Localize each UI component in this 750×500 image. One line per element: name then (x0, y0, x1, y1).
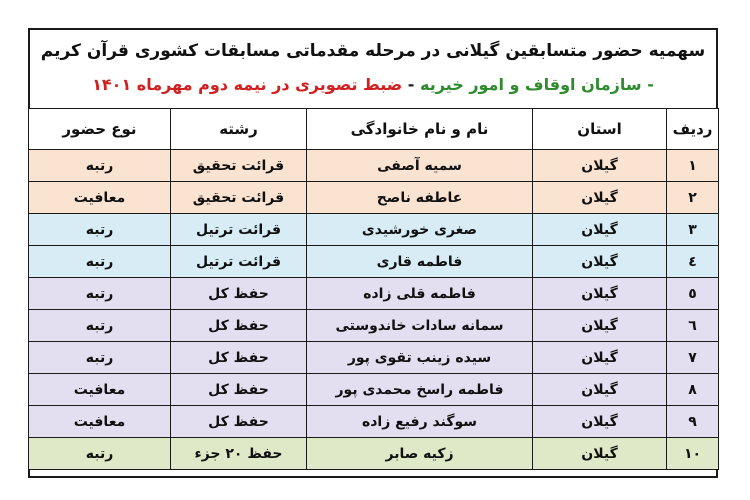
cell-reshte: حفظ کل (171, 406, 307, 438)
table-row (29, 246, 719, 278)
table-row (29, 310, 719, 342)
table-row (29, 278, 719, 310)
cell-reshte: حفظ کل (171, 342, 307, 374)
subtitle-recording-date: ضبط تصویری در نیمه دوم مهرماه ۱۴۰۱ (92, 75, 403, 94)
cell-name: سیده زینب تقوی پور (307, 342, 533, 374)
cell-name: عاطفه ناصح (307, 182, 533, 214)
cell-reshte: قرائت ترتیل (171, 214, 307, 246)
header-radif: ردیف (667, 109, 719, 150)
cell-hozur: رتبه (29, 246, 171, 278)
header-reshte: رشته (171, 109, 307, 150)
table-row (29, 342, 719, 374)
table-row (29, 406, 719, 438)
cell-ostan: گیلان (533, 246, 667, 278)
cell-name: سمانه سادات خاندوستی (307, 310, 533, 342)
table-row (29, 374, 719, 406)
participants-table (28, 108, 719, 470)
table-row (29, 150, 719, 182)
header-hozur: نوع حضور (29, 109, 171, 150)
cell-hozur: معافیت (29, 406, 171, 438)
cell-name: فاطمه راسخ محمدی پور (307, 374, 533, 406)
cell-ostan: گیلان (533, 374, 667, 406)
cell-ostan: گیلان (533, 214, 667, 246)
cell-name: صغری خورشیدی (307, 214, 533, 246)
cell-radif: ۷ (667, 342, 719, 374)
cell-radif: ۲ (667, 182, 719, 214)
cell-hozur: رتبه (29, 214, 171, 246)
table-header-row (29, 109, 719, 150)
cell-radif: ٦ (667, 310, 719, 342)
cell-reshte: حفظ کل (171, 278, 307, 310)
document-title: سهمیه حضور متسابقین گیلانی در مرحله مقدماتی مسابقات کشوری قرآن کریم (40, 41, 706, 61)
cell-reshte: قرائت تحقیق (171, 150, 307, 182)
cell-ostan: گیلان (533, 182, 667, 214)
cell-radif: ۸ (667, 374, 719, 406)
cell-ostan: گیلان (533, 438, 667, 470)
cell-reshte: حفظ ۲۰ جزء (171, 438, 307, 470)
cell-radif: ٤ (667, 246, 719, 278)
cell-hozur: رتبه (29, 310, 171, 342)
cell-ostan: گیلان (533, 150, 667, 182)
table-row (29, 214, 719, 246)
table-row (29, 182, 719, 214)
cell-hozur: رتبه (29, 278, 171, 310)
cell-radif: ۳ (667, 214, 719, 246)
cell-reshte: قرائت تحقیق (171, 182, 307, 214)
cell-radif: ٥ (667, 278, 719, 310)
subtitle-organization: - سازمان اوقاف و امور خیریه (420, 75, 654, 94)
document-subtitle (36, 72, 710, 98)
cell-reshte: حفظ کل (171, 374, 307, 406)
cell-reshte: قرائت ترتیل (171, 246, 307, 278)
cell-radif: ۱ (667, 150, 719, 182)
cell-hozur: رتبه (29, 150, 171, 182)
header-name: نام و نام خانوادگی (307, 109, 533, 150)
cell-hozur: رتبه (29, 342, 171, 374)
header-ostan: استان (533, 109, 667, 150)
cell-hozur: معافیت (29, 374, 171, 406)
table-row (29, 438, 719, 470)
cell-name: سمیه آصفی (307, 150, 533, 182)
cell-name: فاطمه قلی زاده (307, 278, 533, 310)
cell-hozur: رتبه (29, 438, 171, 470)
cell-name: سوگند رفیع زاده (307, 406, 533, 438)
table-body (29, 150, 719, 470)
cell-radif: ۹ (667, 406, 719, 438)
cell-name: فاطمه قاری (307, 246, 533, 278)
cell-name: زکیه صابر (307, 438, 533, 470)
cell-radif: ۱۰ (667, 438, 719, 470)
cell-reshte: حفظ کل (171, 310, 307, 342)
cell-ostan: گیلان (533, 342, 667, 374)
cell-ostan: گیلان (533, 278, 667, 310)
cell-ostan: گیلان (533, 310, 667, 342)
cell-hozur: معافیت (29, 182, 171, 214)
cell-ostan: گیلان (533, 406, 667, 438)
subtitle-separator: - (402, 75, 421, 94)
